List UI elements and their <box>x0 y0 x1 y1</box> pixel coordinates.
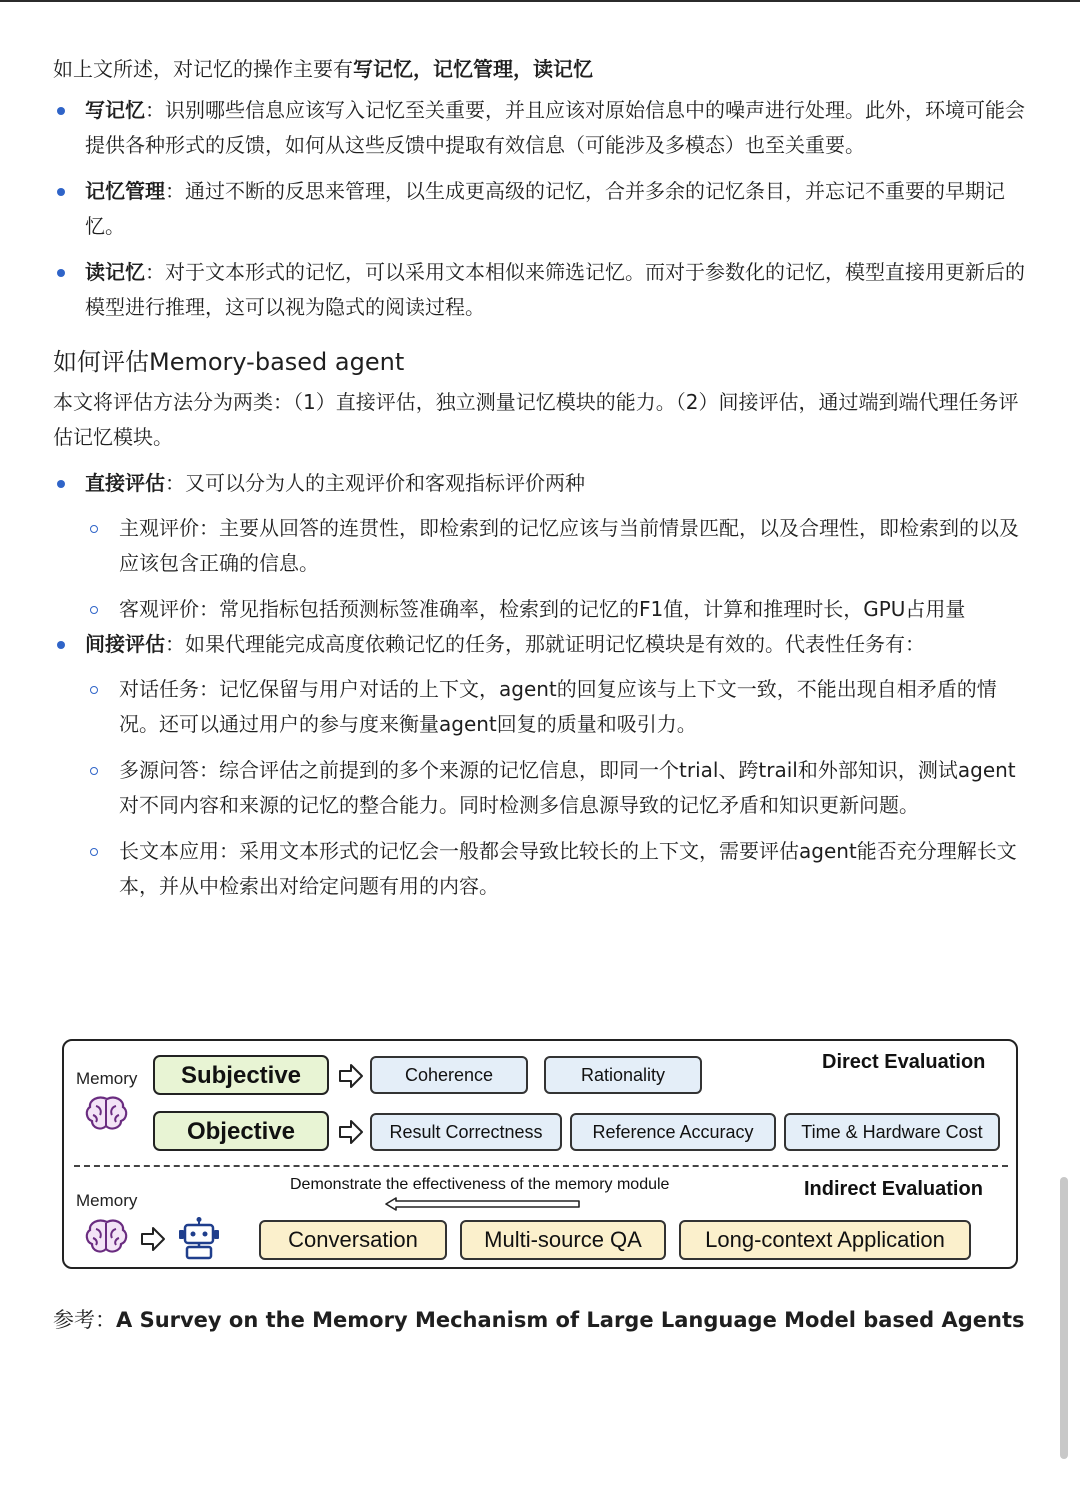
arrow-right-icon <box>338 1063 364 1089</box>
sub-list-item: 客观评价：常见指标包括预测标签准确率，检索到的记忆的F1值，计算和推理时长，GPU占用量 <box>85 592 1033 627</box>
intro-paragraph: 如上文所述，对记忆的操作主要有写记忆，记忆管理，读记忆 <box>53 57 593 81</box>
robot-icon <box>176 1216 222 1260</box>
rationality-box: Rationality <box>544 1056 702 1094</box>
evaluation-list <box>53 466 1033 904</box>
evaluation-diagram <box>62 1039 1018 1269</box>
subjective-box: Subjective <box>153 1055 329 1095</box>
list-item-direct: 直接评估：又可以分为人的主观评价和客观指标评价两种 主观评价：主要从回答的连贯性，即检索到的记忆应该与当前情景匹配，以及合理性，即检索到的以及应该包含正确的信息。 客观评价：常见指标包括预测标签准确率，检索到的记忆的F1值，计算和推理时长，GPU占用量 <box>53 466 1033 627</box>
sub-list-item: 长文本应用：采用文本形式的记忆会一般都会导致比较长的上下文，需要评估agent能否充分理解长文本，并从中检索出对给定问题有用的内容。 <box>85 834 1033 904</box>
conversation-box: Conversation <box>259 1220 447 1260</box>
objective-box: Objective <box>153 1111 329 1151</box>
sub-list-item: 多源问答：综合评估之前提到的多个来源的记忆信息，即同一个trial、跨trail和外部知识，测试agent对不同内容和来源的记忆的整合能力。同时检测多信息源导致的记忆矛盾和知识更新问题。 <box>85 753 1033 823</box>
arrow-right-icon <box>140 1226 166 1252</box>
indirect-evaluation-title: Indirect Evaluation <box>804 1178 983 1200</box>
memory-label-top: Memory <box>76 1069 138 1088</box>
reference-accuracy-box: Reference Accuracy <box>570 1113 776 1151</box>
section-heading: 如何评估Memory-based agent <box>53 348 405 376</box>
arrow-right-icon <box>338 1119 364 1145</box>
long-context-application-box: Long-context Application <box>679 1220 971 1260</box>
section-divider <box>74 1165 1008 1167</box>
direct-evaluation-title: Direct Evaluation <box>822 1051 986 1073</box>
result-correctness-box: Result Correctness <box>370 1113 562 1151</box>
list-item: 写记忆：识别哪些信息应该写入记忆至关重要，并且应该对原始信息中的噪声进行处理。此外，环境可能会提供各种形式的反馈，如何从这些反馈中提取有效信息（可能涉及多模态）也至关重要。 <box>53 93 1033 163</box>
sub-list <box>85 511 1033 627</box>
brain-icon <box>84 1093 130 1133</box>
sub-list-item: 主观评价：主要从回答的连贯性，即检索到的记忆应该与当前情景匹配，以及合理性，即检索到的以及应该包含正确的信息。 <box>85 511 1033 581</box>
list-item-indirect: 间接评估：如果代理能完成高度依赖记忆的任务，那就证明记忆模块是有效的。代表性任务有： 对话任务：记忆保留与用户对话的上下文，agent的回复应该与上下文一致，不能出现自相矛盾的情况。还可以通过用户的参与度来衡量agent回复的质量和吸引力。 多源问答：综合评估之前提到的多个来源的记忆信息，即同一个trial、跨trail和外部知识，测试agent对不同内容和来源的记忆的整合能力。同时检测多信息源导致的记忆矛盾和知识更新问题。 长文本应用：采用文本形式的记忆会一般都会导致比较长的上下文，需要评估agent能否充分理解长文本，并从中检索出对给定问题有用的内容。 <box>53 627 1033 904</box>
top-divider <box>0 0 1080 2</box>
sub-list-item: 对话任务：记忆保留与用户对话的上下文，agent的回复应该与上下文一致，不能出现自相矛盾的情况。还可以通过用户的参与度来衡量agent回复的质量和吸引力。 <box>85 672 1033 742</box>
list-item: 读记忆：对于文本形式的记忆，可以采用文本相似来筛选记忆。而对于参数化的记忆，模型直接用更新后的模型进行推理，这可以视为隐式的阅读过程。 <box>53 255 1033 325</box>
coherence-box: Coherence <box>370 1056 528 1094</box>
scrollbar[interactable] <box>1060 1177 1068 1459</box>
demo-caption: Demonstrate the effectiveness of the memory module <box>290 1176 670 1193</box>
reference-line: 参考：A Survey on the Memory Mechanism of Large Language Model based Agents <box>53 1308 1025 1332</box>
reference-title: A Survey on the Memory Mechanism of Large Language Model based Agents <box>116 1308 1025 1332</box>
section-intro: 本文将评估方法分为两类：（1）直接评估，独立测量记忆模块的能力。（2）间接评估，通过端到端代理任务评估记忆模块。 <box>53 390 1019 449</box>
multi-source-qa-box: Multi-source QA <box>460 1220 666 1260</box>
list-item: 记忆管理：通过不断的反思来管理，以生成更高级的记忆，合并多余的记忆条目，并忘记不重要的早期记忆。 <box>53 174 1033 244</box>
sub-list <box>85 672 1033 904</box>
memory-label-bottom: Memory <box>76 1191 138 1210</box>
time-hardware-cost-box: Time & Hardware Cost <box>784 1113 1000 1151</box>
brain-icon <box>84 1216 130 1256</box>
article-body <box>53 52 1033 915</box>
memory-operations-list <box>53 93 1033 325</box>
arrow-left-icon <box>384 1197 582 1211</box>
